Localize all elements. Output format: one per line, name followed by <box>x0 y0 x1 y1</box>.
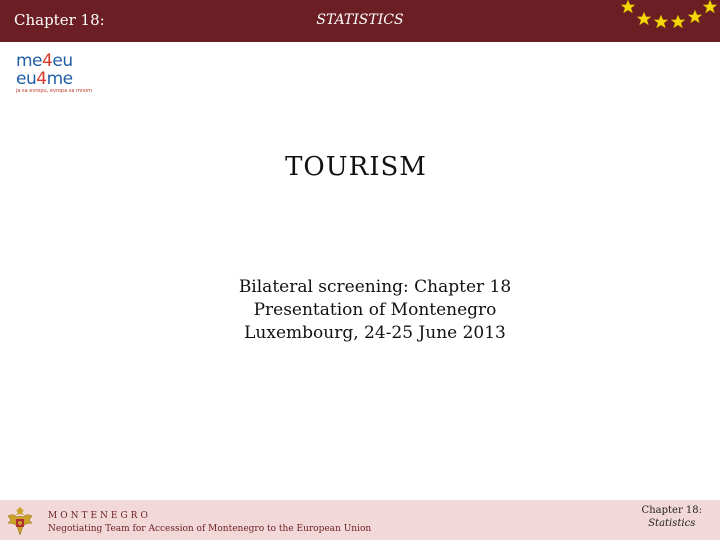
logo-text: eu <box>52 51 73 71</box>
footer-bar <box>0 500 720 540</box>
footer-team: Negotiating Team for Accession of Montenegro to the European Union <box>48 524 372 534</box>
logo-text: me <box>46 69 73 89</box>
header-chapter-label: Chapter 18: <box>14 11 105 29</box>
me4eu-logo <box>16 52 136 100</box>
subtitle-line-1: Bilateral screening: Chapter 18 <box>238 277 512 297</box>
eu-star-icon <box>654 15 668 28</box>
eu-star-icon <box>671 15 685 28</box>
footer-country: MONTENEGRO <box>48 511 151 521</box>
logo-line-1 <box>16 52 73 70</box>
header-title: STATISTICS <box>316 12 404 28</box>
footer-topic: Statistics <box>648 518 696 529</box>
slide-title: TOURISM <box>285 152 427 182</box>
subtitle-line-2: Presentation of Montenegro <box>253 300 497 320</box>
logo-tagline: ja sa evropu, evropa sa mnom <box>16 88 92 94</box>
logo-text: me <box>16 51 43 71</box>
eu-star-icon <box>688 10 702 23</box>
subtitle-line-3: Luxembourg, 24-25 June 2013 <box>244 323 506 343</box>
eu-stars-decoration <box>600 0 720 40</box>
eu-star-icon <box>621 0 635 13</box>
footer-chapter <box>642 504 702 530</box>
footer-chapter-label: Chapter 18: <box>641 505 702 516</box>
logo-text: eu <box>16 69 37 89</box>
header-bar <box>0 0 720 42</box>
eu-star-icon <box>703 0 717 13</box>
slide-subtitle <box>200 276 550 345</box>
logo-four: 4 <box>36 69 47 89</box>
logo-four: 4 <box>42 51 53 71</box>
montenegro-crest-icon <box>3 504 37 538</box>
eu-star-icon <box>637 12 651 25</box>
logo-line-2 <box>16 70 73 88</box>
